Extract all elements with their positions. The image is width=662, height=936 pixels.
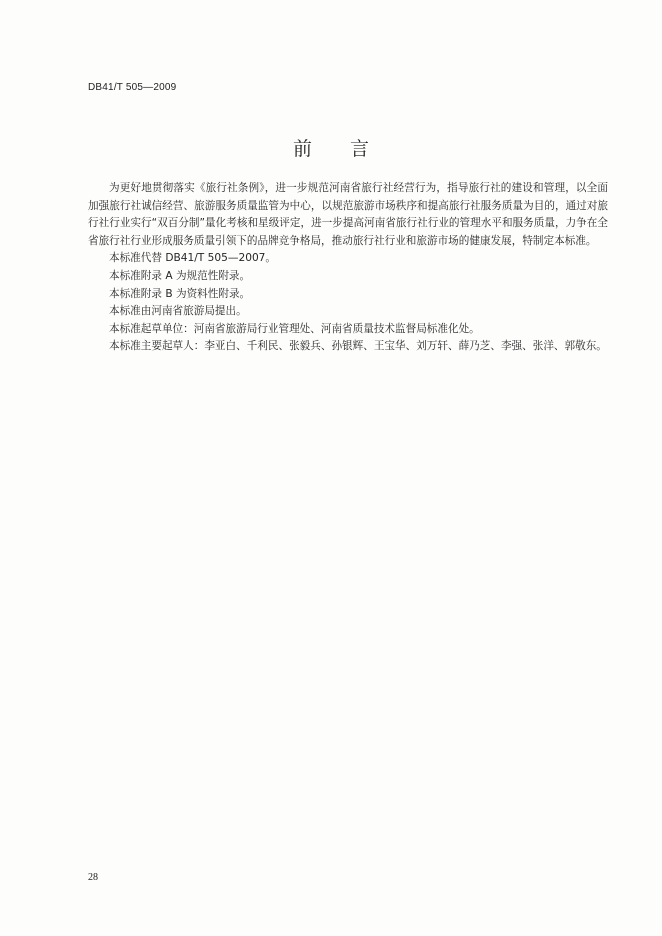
- foreword-body: [88, 180, 608, 356]
- page-number: 28: [88, 872, 98, 883]
- paragraph-annex-a: 本标准附录 A 为规范性附录。: [109, 269, 251, 282]
- paragraph-drafters: 本标准主要起草人：李亚白、千利民、张毅兵、孙银辉、王宝华、刘万轩、薛乃芝、李强、张洋、郭敬东。: [109, 340, 607, 353]
- page-title: 前言: [292, 138, 407, 160]
- paragraph-intro: 为更好地贯彻落实《旅行社条例》，进一步规范河南省旅行社经营行为，指导旅行社的建设和管理，以全面加强旅行社诚信经营、旅游服务质量监管为中心，以规范旅游市场秩序和提高旅行社服务质量为目的，通过对旅行社行业实行“双百分制”量化考核和星级评定，进一步提高河南省旅行社行业的管理水平和服务质量，力争在全省旅行社行业形成服务质量引领下的品牌竞争格局，推动旅行社行业和旅游市场的健康发展，特制定本标准。: [88, 182, 608, 247]
- paragraph-drafting-units: 本标准起草单位：河南省旅游局行业管理处、河南省质量技术监督局标准化处。: [109, 322, 480, 335]
- paragraph-replaces: 本标准代替 DB41/T 505—2007。: [109, 252, 277, 265]
- document-code: DB41/T 505—2009: [88, 82, 177, 93]
- paragraph-proposer: 本标准由河南省旅游局提出。: [109, 305, 247, 318]
- paragraph-annex-b: 本标准附录 B 为资料性附录。: [109, 287, 251, 300]
